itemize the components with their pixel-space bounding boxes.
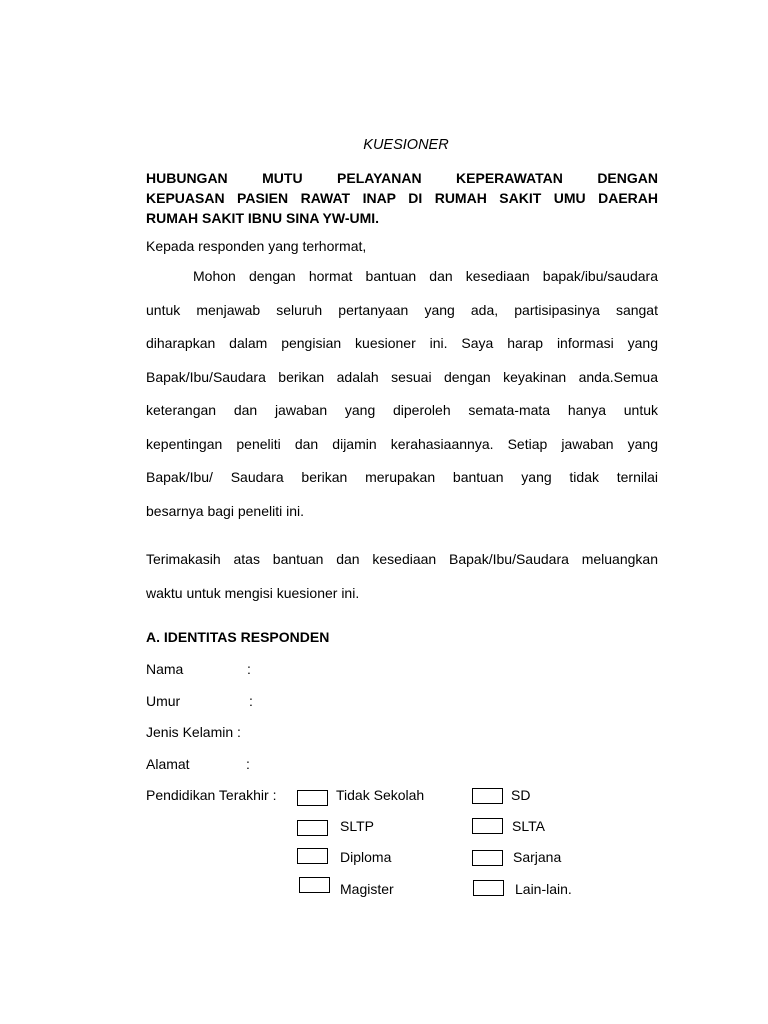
paragraph-line: keterangan dan jawaban yang diperoleh semata-mata hanya untuk (146, 402, 658, 418)
intro-paragraph (146, 260, 658, 528)
field-colon: : (249, 693, 253, 709)
paragraph-line: diharapkan dalam pengisian kuesioner ini. Saya harap informasi yang (146, 335, 658, 351)
paragraph-line: Terimakasih atas bantuan dan kesediaan Bapak/Ibu/Saudara meluangkan (146, 551, 658, 567)
checkbox-slta[interactable] (472, 818, 503, 834)
field-label-alamat: Alamat (146, 756, 190, 772)
checkbox-sltp[interactable] (297, 820, 328, 836)
section-a-heading: A. IDENTITAS RESPONDEN (146, 629, 330, 645)
field-label-umur: Umur (146, 693, 181, 709)
checkbox-sd[interactable] (472, 788, 503, 804)
field-colon: : (247, 661, 251, 677)
thanks-paragraph (146, 543, 658, 610)
paragraph-line: waktu untuk mengisi kuesioner ini. (146, 584, 360, 601)
option-label-diploma: Diploma (340, 849, 392, 865)
paragraph-line: kepentingan peneliti dan dijamin kerahasiaannya. Setiap jawaban yang (146, 435, 658, 452)
checkbox-tidak-sekolah[interactable] (297, 790, 328, 806)
field-colon: : (246, 756, 250, 772)
paragraph-line: besarnya bagi peneliti ini. (146, 502, 304, 519)
field-label-jenis-kelamin: Jenis Kelamin : (146, 724, 241, 740)
option-label-sd: SD (511, 787, 531, 803)
option-label-tidak-sekolah: Tidak Sekolah (336, 787, 425, 803)
heading-line: RUMAH SAKIT IBNU SINA YW-UMI. (146, 210, 380, 226)
research-heading (146, 168, 658, 228)
checkbox-magister[interactable] (299, 877, 330, 893)
field-label-nama: Nama (146, 661, 184, 677)
paragraph-line: Mohon dengan hormat bantuan dan kesediaan bapak/ibu/saudara (193, 268, 658, 284)
option-label-sarjana: Sarjana (513, 849, 562, 865)
document-title: KUESIONER (363, 137, 449, 153)
checkbox-lain-lain[interactable] (473, 880, 504, 896)
option-label-slta: SLTA (512, 818, 545, 834)
paragraph-line: Bapak/Ibu/Saudara berikan adalah sesuai dengan keyakinan anda.Semua (146, 368, 658, 385)
checkbox-diploma[interactable] (297, 848, 328, 864)
paragraph-line: Bapak/Ibu/ Saudara berikan merupakan bantuan yang tidak ternilai (146, 469, 658, 485)
checkbox-sarjana[interactable] (472, 850, 503, 866)
greeting-text: Kepada responden yang terhormat, (146, 238, 367, 254)
heading-line: HUBUNGAN MUTU PELAYANAN KEPERAWATAN DENGAN (146, 170, 658, 186)
field-label-pendidikan: Pendidikan Terakhir : (146, 787, 277, 803)
heading-line: KEPUASAN PASIEN RAWAT INAP DI RUMAH SAKIT UMU DAERAH (146, 190, 658, 206)
option-label-magister: Magister (340, 881, 394, 897)
option-label-lain-lain: Lain-lain. (515, 881, 572, 897)
option-label-sltp: SLTP (340, 818, 374, 834)
paragraph-line: untuk menjawab seluruh pertanyaan yang ada, partisipasinya sangat (146, 301, 658, 318)
